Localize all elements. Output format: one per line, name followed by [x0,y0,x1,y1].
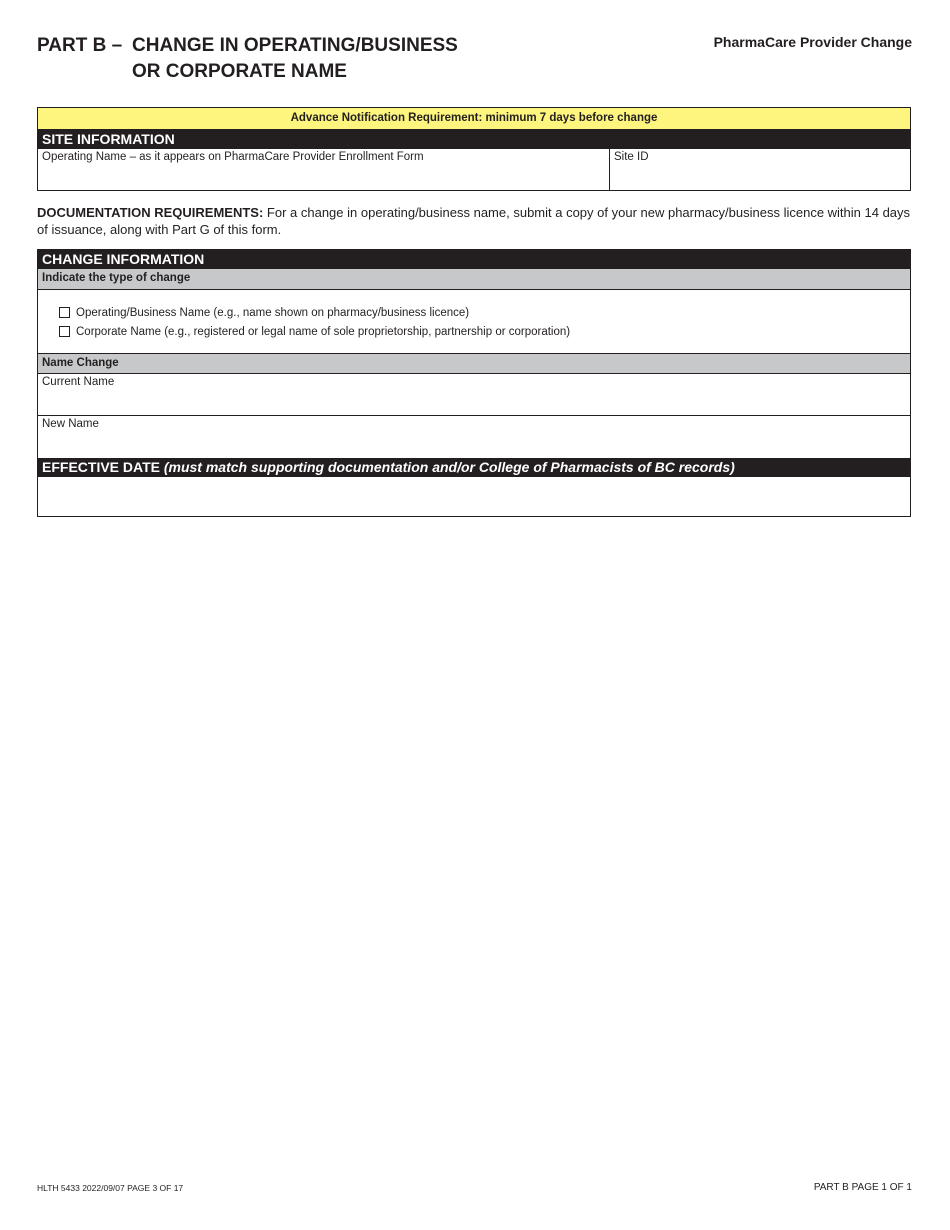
change-type-heading: Indicate the type of change [38,269,910,290]
form-number-footer: HLTH 5433 2022/09/07 PAGE 3 OF 17 [37,1183,184,1193]
current-name-label: Current Name [42,376,115,388]
operating-name-label: Operating Name – as it appears on PharmaCare Provider Enrollment Form [42,151,424,163]
form-name: PharmaCare Provider Change [713,34,912,50]
site-information-section [37,107,911,191]
page-title [37,33,458,85]
part-label: PART B – [37,35,123,56]
documentation-requirements [37,204,917,238]
option-label: Corporate Name (e.g., registered or legal name of sole proprietorship, partnership or corporation) [76,325,571,338]
documentation-text: For a change in operating/business name, submit a copy of your new pharmacy/business licence within 14 days of issuance, along with Part G of this form. [37,205,911,237]
site-id-field[interactable] [610,149,910,190]
advance-notice-banner: Advance Notification Requirement: minimum 7 days before change [38,108,910,130]
page-header [37,33,458,85]
operating-name-checkbox[interactable] [59,307,70,318]
effective-date-title: EFFECTIVE DATE [42,459,160,475]
current-name-field[interactable] [38,374,910,416]
effective-date-field[interactable] [38,477,910,519]
new-name-field[interactable] [38,416,910,458]
option-operating-name[interactable] [59,303,910,322]
effective-date-note: (must match supporting documentation and/or College of Pharmacists of BC records) [163,459,735,475]
option-label: Operating/Business Name (e.g., name shown on pharmacy/business licence) [76,306,470,319]
title-line-2: OR CORPORATE NAME [132,61,347,82]
site-information-heading: SITE INFORMATION [38,130,910,149]
site-id-label: Site ID [614,151,649,163]
effective-date-heading [38,458,910,477]
change-information-heading: CHANGE INFORMATION [38,250,910,269]
corporate-name-checkbox[interactable] [59,326,70,337]
change-information-section [37,249,911,517]
new-name-label: New Name [42,418,99,430]
page-number-footer: PART B PAGE 1 OF 1 [813,1182,912,1193]
operating-name-field[interactable] [38,149,610,190]
name-change-heading: Name Change [38,353,910,374]
documentation-lead: DOCUMENTATION REQUIREMENTS: [37,205,264,220]
title-line-1: CHANGE IN OPERATING/BUSINESS [132,35,458,56]
change-type-options [38,290,910,353]
option-corporate-name[interactable] [59,322,910,341]
